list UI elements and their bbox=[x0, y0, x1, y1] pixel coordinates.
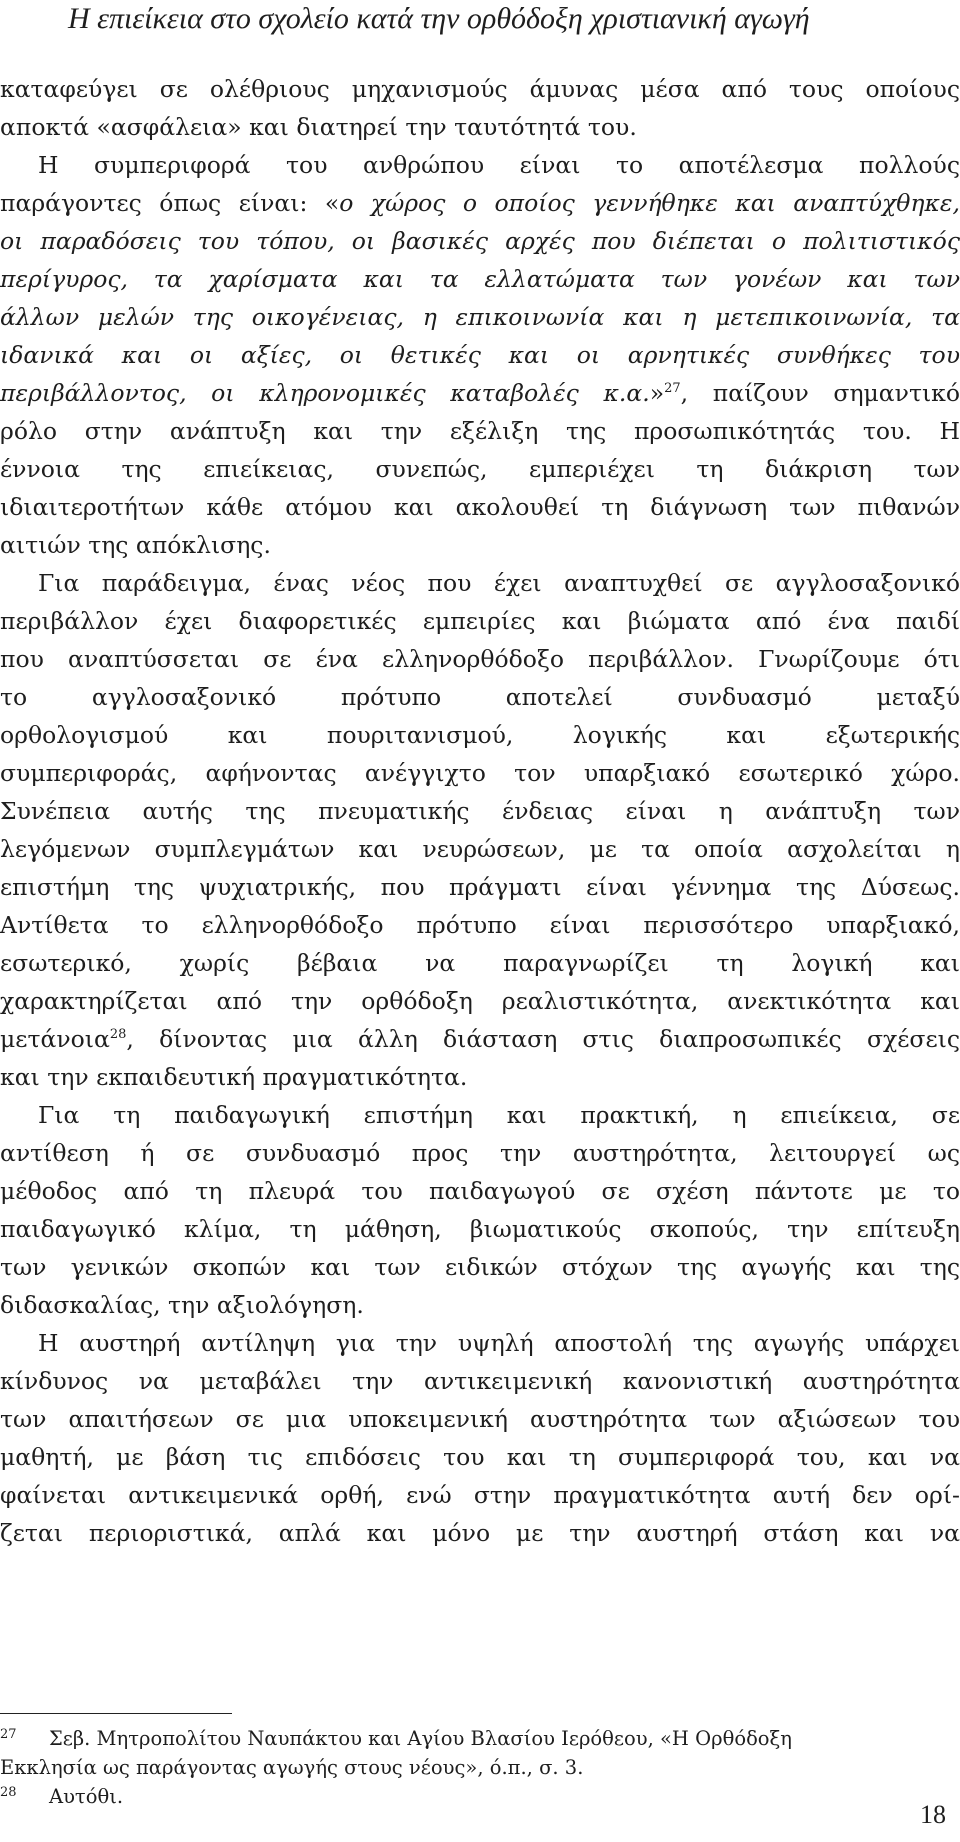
text-line: ιδανικά και οι αξίες, οι θετικές και οι αρνητικές συνθήκες του bbox=[0, 341, 960, 369]
footnote-number: 28 bbox=[0, 1785, 17, 1800]
text-span: μετάνοια bbox=[0, 1025, 110, 1053]
running-header: Η επιείκεια στο σχολείο κατά την ορθόδοξη χριστιανική αγωγή bbox=[68, 2, 810, 35]
text-line: ζεται περιοριστικά, απλά και μόνο με την αυστηρή στάση και να bbox=[0, 1519, 960, 1547]
footnote-text: Αυτόθι. bbox=[49, 1785, 124, 1808]
text-line: ρόλο στην ανάπτυξη και την εξέλιξη της προσωπικότητάς του. Η bbox=[0, 417, 960, 445]
text-line: παιδαγωγικό κλίμα, τη μάθηση, βιωματικούς σκοπούς, την επίτευξη bbox=[0, 1215, 960, 1243]
text-line: Η συμπεριφορά του ανθρώπου είναι το αποτέλεσμα πολλούς bbox=[38, 151, 960, 179]
text-line: άλλων μελών της οικογένειας, η επικοινωνία και η μετεπικοινωνία, τα bbox=[0, 303, 960, 331]
text-line bbox=[0, 1021, 960, 1057]
text-line: αποκτά «ασφάλεια» και διατηρεί την ταυτότητά του. bbox=[0, 113, 637, 141]
footnote-number: 27 bbox=[0, 1727, 17, 1742]
text-line: μαθητή, με βάση τις επιδόσεις του και τη συμπεριφορά του, και να bbox=[0, 1443, 960, 1471]
text-line: Για τη παιδαγωγική επιστήμη και πρακτική, η επιείκεια, σε bbox=[38, 1101, 960, 1129]
text-line: συμπεριφοράς, αφήνοντας ανέγγιχτο τον υπαρξιακό εσωτερικό χώρο. bbox=[0, 759, 960, 787]
text-line: εσωτερικό, χωρίς βέβαια να παραγνωρίζει τη λογική και bbox=[0, 949, 960, 977]
text-span: » bbox=[649, 379, 665, 407]
text-line: των απαιτήσεων σε μια υποκειμενική αυστηρότητα των αξιώσεων του bbox=[0, 1405, 960, 1433]
text-line: το αγγλοσαξονικό πρότυπο αποτελεί συνδυασμό μεταξύ bbox=[0, 683, 960, 711]
text-line bbox=[0, 375, 960, 411]
text-line: Για παράδειγμα, ένας νέος που έχει αναπτυχθεί σε αγγλοσαξονικό bbox=[38, 569, 960, 597]
text-line bbox=[0, 185, 960, 221]
text-line: διδασκαλίας, την αξιολόγηση. bbox=[0, 1291, 364, 1319]
text-line: Η αυστηρή αντίληψη για την υψηλή αποστολή της αγωγής υπάρχει bbox=[38, 1329, 960, 1357]
text-line: οι παραδόσεις του τόπου, οι βασικές αρχές που διέπεται ο πολιτιστικός bbox=[0, 227, 960, 255]
text-line: χαρακτηρίζεται από την ορθόδοξη ρεαλιστικότητα, ανεκτικότητα και bbox=[0, 987, 960, 1015]
text-line: κίνδυνος να μεταβάλει την αντικειμενική κανονιστική αυστηρότητα bbox=[0, 1367, 960, 1395]
text-line: αντίθεση ή σε συνδυασμό προς την αυστηρότητα, λειτουργεί ως bbox=[0, 1139, 960, 1167]
text-line: καταφεύγει σε ολέθριους μηχανισμούς άμυνας μέσα από τους οποίους bbox=[0, 75, 960, 103]
text-line: μέθοδος από τη πλευρά του παιδαγωγού σε σχέση πάντοτε με το bbox=[0, 1177, 960, 1205]
italic-quote: ο χώρος ο οποίος γεννήθηκε και αναπτύχθηκε, bbox=[339, 189, 960, 217]
text-span: παράγοντες όπως είναι: « bbox=[0, 189, 340, 217]
italic-quote: περιβάλλοντος, οι κληρονομικές καταβολές κ.α. bbox=[0, 379, 650, 407]
text-line: φαίνεται αντικειμενικά ορθή, ενώ στην πραγματικότητα αυτή δεν ορί- bbox=[0, 1481, 960, 1509]
footnote-ref-28[interactable]: 28 bbox=[109, 1027, 127, 1043]
text-line: έννοια της επιείκειας, συνεπώς, εμπεριέχει τη διάκριση των bbox=[0, 455, 960, 483]
text-span: , δίνοντας μια άλλη διάσταση στις διαπροσωπικές σχέσεις bbox=[126, 1025, 960, 1053]
page-number: 18 bbox=[920, 1800, 946, 1829]
text-line: επιστήμη της ψυχιατρικής, που πράγματι είναι γέννημα της Δύσεως. bbox=[0, 873, 960, 901]
text-line: ορθολογισμού και πουριτανισμού, λογικής και εξωτερικής bbox=[0, 721, 960, 749]
footnote-separator bbox=[0, 1713, 232, 1714]
footnote-ref-27[interactable]: 27 bbox=[664, 381, 681, 397]
footnote-text: Εκκλησία ως παράγοντας αγωγής στους νέους», ό.π., σ. 3. bbox=[0, 1756, 584, 1779]
text-line: Αντίθετα το ελληνορθόδοξο πρότυπο είναι περισσότερο υπαρξιακό, bbox=[0, 911, 960, 939]
text-line: αιτιών της απόκλισης. bbox=[0, 531, 271, 559]
text-line: λεγόμενων συμπλεγμάτων και νευρώσεων, με τα οποία ασχολείται η bbox=[0, 835, 960, 863]
text-line: ιδιαιτεροτήτων κάθε ατόμου και ακολουθεί τη διάγνωση των πιθανών bbox=[0, 493, 960, 521]
footnote-text: Σεβ. Μητροπολίτου Ναυπάκτου και Αγίου Βλασίου Ιερόθεου, «Η Ορθόδοξη bbox=[49, 1727, 792, 1750]
text-line: και την εκπαιδευτική πραγματικότητα. bbox=[0, 1063, 468, 1091]
text-line: Συνέπεια αυτής της πνευματικής ένδειας είναι η ανάπτυξη των bbox=[0, 797, 960, 825]
text-span: , παίζουν σημαντικό bbox=[680, 379, 960, 407]
text-line: που αναπτύσσεται σε ένα ελληνορθόδοξο περιβάλλον. Γνωρίζουμε ότι bbox=[0, 645, 960, 673]
text-line: των γενικών σκοπών και των ειδικών στόχων της αγωγής και της bbox=[0, 1253, 960, 1281]
text-line: περιβάλλον έχει διαφορετικές εμπειρίες και βιώματα από ένα παιδί bbox=[0, 607, 960, 635]
text-line: περίγυρος, τα χαρίσματα και τα ελλατώματα των γονέων και των bbox=[0, 265, 960, 293]
